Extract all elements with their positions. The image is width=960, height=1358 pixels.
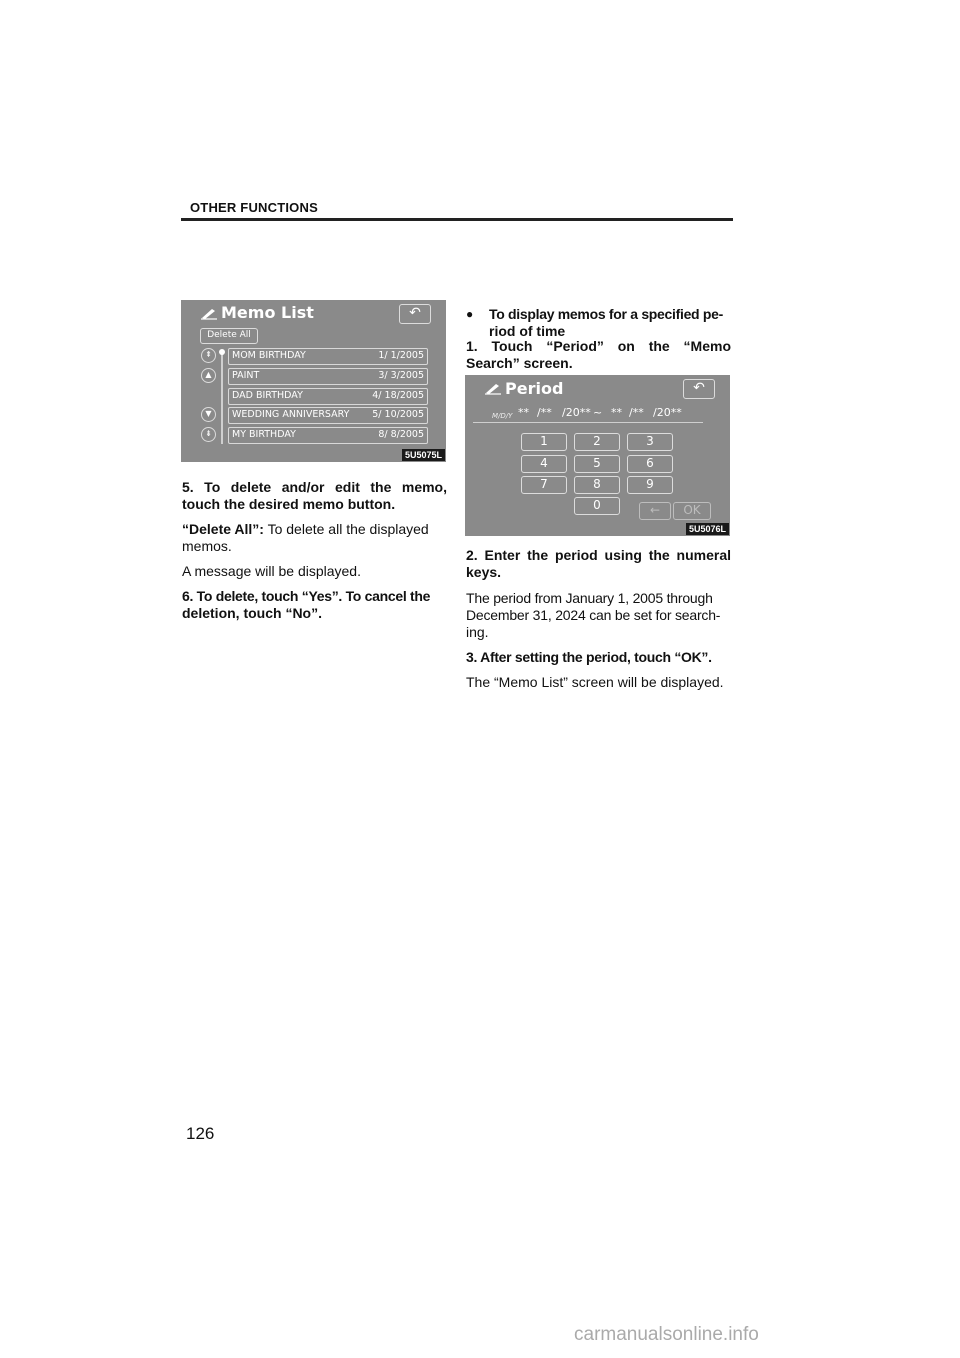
step-2-line1: 2. Enter the period using the numeral xyxy=(466,547,731,563)
memo-button[interactable] xyxy=(228,348,428,365)
delete-all-term: “Delete All”: xyxy=(182,521,264,537)
range-separator: ~ xyxy=(593,406,603,419)
period-screenshot xyxy=(465,375,730,536)
step-1-line1: 1. Touch “Period” on the “Memo xyxy=(466,338,731,354)
start-year-field: /20** xyxy=(562,406,591,419)
delete-all-desc-line2: memos. xyxy=(182,538,232,554)
scroll-up-icon[interactable]: ▲ xyxy=(201,368,216,383)
scrollbar-track[interactable] xyxy=(221,352,223,444)
memo-pen-icon xyxy=(200,306,218,320)
end-month-field: ** xyxy=(611,406,622,419)
memo-date: 5/ 10/2005 xyxy=(372,409,424,420)
key-8[interactable]: 8 xyxy=(574,476,620,494)
period-range-line2: December 31, 2024 can be set for search- xyxy=(466,607,721,623)
delete-all-description xyxy=(182,521,447,538)
back-button[interactable]: ↶ xyxy=(683,379,715,399)
step-3: 3. After setting the period, touch “OK”. xyxy=(466,649,712,665)
key-1[interactable]: 1 xyxy=(521,433,567,451)
key-0[interactable]: 0 xyxy=(574,497,620,515)
delete-all-desc: To delete all the displayed xyxy=(263,521,429,537)
key-2[interactable]: 2 xyxy=(574,433,620,451)
memo-button[interactable] xyxy=(228,388,428,405)
step-5-line1: 5. To delete and/or edit the memo, xyxy=(182,479,447,495)
memo-list-screenshot xyxy=(181,300,446,462)
memo-button[interactable] xyxy=(228,368,428,385)
memo-name: PAINT xyxy=(232,370,260,381)
key-7[interactable]: 7 xyxy=(521,476,567,494)
memo-name: WEDDING ANNIVERSARY xyxy=(232,409,350,420)
key-5[interactable]: 5 xyxy=(574,455,620,473)
page-down-icon[interactable]: ⇟ xyxy=(201,427,216,442)
scrollbar-thumb[interactable] xyxy=(219,349,225,355)
memo-date: 8/ 8/2005 xyxy=(378,429,424,440)
header-rule xyxy=(181,218,733,221)
result-note: The “Memo List” screen will be displayed. xyxy=(466,674,724,690)
step-6-line1: 6. To delete, touch “Yes”. To cancel the xyxy=(182,588,431,604)
scroll-down-icon[interactable]: ▼ xyxy=(201,407,216,422)
memo-name: MOM BIRTHDAY xyxy=(232,350,306,361)
end-year-field: /20** xyxy=(653,406,682,419)
image-code: 5U5075L xyxy=(402,449,445,461)
end-day-field: /** xyxy=(629,406,644,419)
key-4[interactable]: 4 xyxy=(521,455,567,473)
memo-button[interactable] xyxy=(228,427,428,444)
back-button[interactable]: ↶ xyxy=(399,304,431,324)
bullet-line1: To display memos for a specified pe- xyxy=(489,306,724,322)
field-underline xyxy=(473,422,703,423)
start-month-field: ** xyxy=(518,406,529,419)
page-number: 126 xyxy=(186,1124,215,1143)
memo-date: 3/ 3/2005 xyxy=(378,370,424,381)
period-range-line3: ing. xyxy=(466,624,489,640)
memo-date: 1/ 1/2005 xyxy=(378,350,424,361)
key-9[interactable]: 9 xyxy=(627,476,673,494)
step-2-line2: keys. xyxy=(466,564,502,580)
memo-name: DAD BIRTHDAY xyxy=(232,390,303,401)
start-day-field: /** xyxy=(537,406,552,419)
bullet-line2: riod of time xyxy=(489,323,566,339)
watermark: carmanualsonline.info xyxy=(574,1324,759,1345)
memo-name: MY BIRTHDAY xyxy=(232,429,296,440)
step-6-line2: deletion, touch “No”. xyxy=(182,605,322,621)
page-up-icon[interactable]: ⇞ xyxy=(201,348,216,363)
backspace-button[interactable]: ← xyxy=(639,502,671,520)
period-title: Period xyxy=(505,379,564,398)
section-title: OTHER FUNCTIONS xyxy=(190,200,318,215)
key-3[interactable]: 3 xyxy=(627,433,673,451)
memo-button[interactable] xyxy=(228,407,428,424)
key-6[interactable]: 6 xyxy=(627,455,673,473)
bullet-glyph: ● xyxy=(466,307,474,321)
memo-list-title: Memo List xyxy=(221,303,314,322)
period-range-line1: The period from January 1, 2005 through xyxy=(466,590,713,606)
delete-all-button[interactable]: Delete All xyxy=(200,328,258,344)
ok-button[interactable]: OK xyxy=(673,502,711,520)
memo-pen-icon xyxy=(484,381,502,395)
step-5-line2: touch the desired memo button. xyxy=(182,496,396,512)
step-1-line2: Search” screen. xyxy=(466,355,573,371)
image-code: 5U5076L xyxy=(686,523,729,535)
date-format-label: M/D/Y xyxy=(492,412,513,420)
memo-date: 4/ 18/2005 xyxy=(372,390,424,401)
message-note: A message will be displayed. xyxy=(182,563,361,579)
